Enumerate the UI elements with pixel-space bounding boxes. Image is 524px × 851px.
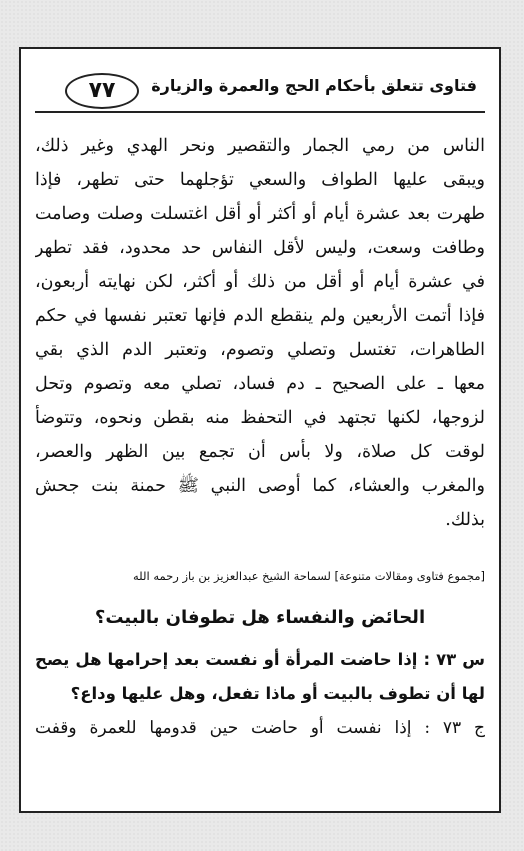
text-line: طهرت بعد عشرة أيام أو أكثر أو أقل اغتسلت وصلت وصامت [35, 204, 485, 224]
text-line: في عشرة أيام أو أقل من ذلك أو أكثر، لكن نهايته أربعون، [35, 272, 485, 292]
question-line: س ٧٣ : إذا حاضت المرأة أو نفست بعد إحرامها هل يصح [35, 650, 485, 669]
text-line: ويبقى عليها الطواف والسعي تؤجلهما حتى تطهر، فإذا [35, 170, 485, 190]
answer-line: ج ٧٣ : إذا نفست أو حاضت حين قدومها للعمرة وقفت [35, 718, 485, 738]
page-number: ٧٧ [65, 73, 139, 109]
running-title: فتاوى تتعلق بأحكام الحج والعمرة والزيارة [151, 76, 477, 95]
book-page [19, 47, 501, 813]
section-heading: الحائض والنفساء هل تطوفان بالبيت؟ [94, 607, 426, 628]
text-line: والمغرب والعشاء، كما أوصى النبي ﷺ حمنة بنت جحش [35, 476, 485, 496]
text-line: معها ـ على الصحيح ـ دم فساد، تصلي معه وتصوم وتحل [35, 374, 485, 394]
text-line: لزوجها، لكنها تجتهد في التحفظ منه بقطن ونحوه، وتتوضأ [35, 408, 485, 428]
text-line: فإذا أتمت الأربعين ولم ينقطع الدم فإنها تعتبر نفسها في حكم [35, 306, 485, 326]
question-line: لها أن تطوف بالبيت أو ماذا تفعل، وهل عليها وداع؟ [70, 684, 485, 703]
text-line: وطافت وسعت، وليس لأقل النفاس حد محدود، فقد تطهر [35, 238, 485, 258]
body-text [35, 129, 485, 537]
question-answer [35, 643, 485, 745]
text-line: الطاهرات، تغتسل وتصلي وتصوم، وتعتبر الدم الذي بقي [35, 340, 485, 360]
text-line: بذلك. [445, 510, 485, 530]
text-line: لوقت كل صلاة، ولا بأس أن تجمع بين الظهر والعصر، [35, 442, 485, 462]
text-line: الناس من رمي الجمار والتقصير ونحر الهدي وغير ذلك، [35, 136, 485, 156]
page-header [35, 67, 485, 113]
source-citation: [مجموع فتاوى ومقالات متنوعة] لسماحة الشيخ عبدالعزيز بن باز رحمه الله [133, 569, 485, 583]
